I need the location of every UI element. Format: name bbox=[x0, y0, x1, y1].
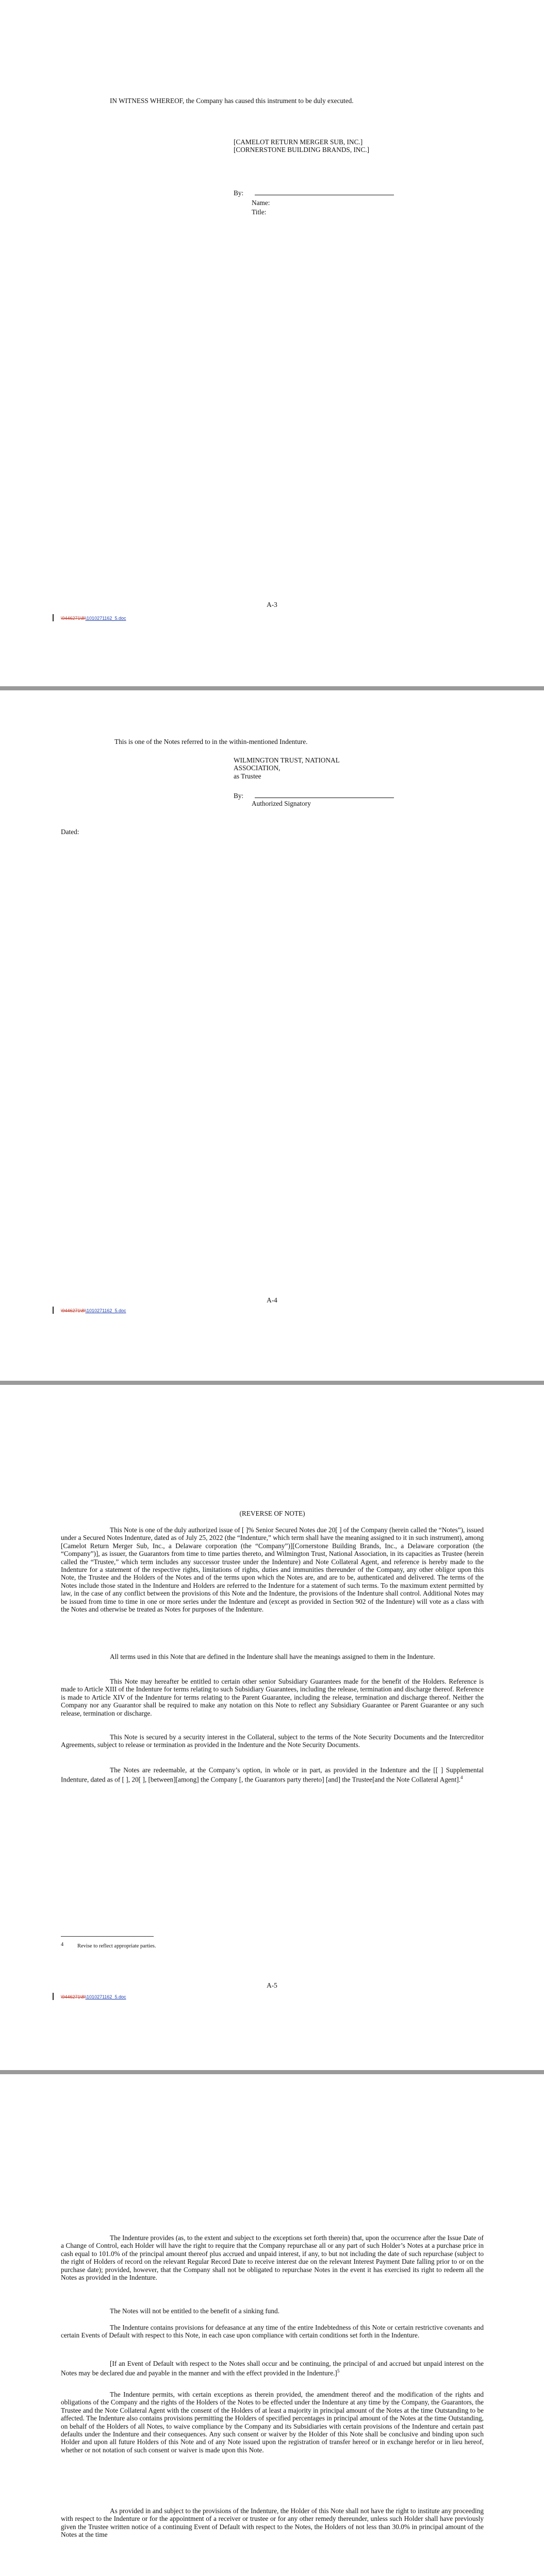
docid-inserted: \1010271162_5.doc bbox=[85, 616, 126, 621]
trustee-name: WILMINGTON TRUST, NATIONAL ASSOCIATION, bbox=[234, 756, 340, 772]
document-id bbox=[61, 1308, 126, 1313]
name-label: Name: bbox=[252, 199, 270, 207]
change-bar bbox=[53, 1307, 54, 1314]
page-a4 bbox=[0, 690, 544, 1381]
company-signature-name: [CAMELOT RETURN MERGER SUB, INC.][CORNERSTONE BUILDING BRANDS, INC.] bbox=[234, 138, 370, 154]
docid-deleted: \9446271\8\ bbox=[61, 616, 86, 621]
redemption-text: The Notes are redeemable, at the Company’s option, in whole or in part, as provided in the Indenture and the [[ ] Supplemental Indenture, dated as of [ ], 20[ ], [between][among] the Company [, the Guarantors party thereto] [and] the Trustee[and the Note Collateral Agent]. bbox=[61, 1766, 484, 1784]
signature-by-line bbox=[234, 189, 430, 197]
page-a3 bbox=[0, 0, 544, 686]
document-id bbox=[61, 616, 126, 621]
page-number: A-4 bbox=[267, 1296, 277, 1304]
page-number: A-5 bbox=[267, 1981, 277, 1989]
footnote-ref: 4 bbox=[460, 1775, 463, 1781]
paragraph-holder-proceedings: As provided in and subject to the provisions of the Indenture, the Holder of this Note shall not have the right to institute any proceeding with respect to the Indenture or for the appointment of a receiver or trustee or for any other remedy thereunder, unless such Holder shall have previously given the Trustee written notice of a continuing Event of Default with respect to the Notes, the Holders of not less than 30.0% in principal amount of the Notes at the time bbox=[61, 2507, 484, 2539]
signature-line bbox=[255, 791, 394, 798]
docid-deleted: \9446271\8\ bbox=[61, 1308, 86, 1313]
paragraph-security: This Note is secured by a security interest in the Collateral, subject to the terms of the Note Security Documents and the Intercreditor Agreements, subject to release or termination as provided in the Indenture and the Note Security Documents. bbox=[61, 1733, 484, 1749]
paragraph-redemption bbox=[61, 1766, 484, 1784]
paragraph-change-of-control: The Indenture provides (as, to the extent and subject to the exceptions set forth therein) that, upon the occurrence after the Issue Date of a Change of Control, each Holder will have the right to require that the Company repurchase all or any part of such Holder’s Notes at a purchase price in cash equal to 101.0% of the principal amount thereof plus accrued and unpaid interest, if any, to but not including the date of such repurchase (subject to the right of Holders of record on the relevant Regular Record Date to receive interest due on the relevant Interest Payment Date falling prior to or on the purchase date); provided, however, that the Company shall not be obligated to repurchase Notes in the event it has exercised its right to redeem all the Notes as provided in the Indenture. bbox=[61, 2234, 484, 2282]
footnote-ref: 5 bbox=[337, 2368, 340, 2374]
event-of-default-text: [If an Event of Default with respect to the Notes shall occur and be continuing, the principal of and accrued but unpaid interest on the Notes may be declared due and payable in the manner and with the effect provided in the Indenture.] bbox=[61, 2360, 484, 2377]
document-id bbox=[61, 1994, 126, 1999]
reverse-heading: (REVERSE OF NOTE) bbox=[239, 1510, 305, 1517]
docid-deleted: \9446271\8\ bbox=[61, 1994, 86, 1999]
trustee-role: as Trustee bbox=[234, 772, 261, 780]
page-a6 bbox=[0, 2074, 544, 2576]
witness-clause: IN WITNESS WHEREOF, the Company has caused this instrument to be duly executed. bbox=[110, 97, 354, 105]
trustee-by-line bbox=[234, 791, 430, 800]
dated-label: Dated: bbox=[61, 828, 79, 836]
paragraph-defined-terms: All terms used in this Note that are defined in the Indenture shall have the meanings assigned to them in the Indenture. bbox=[110, 1653, 435, 1660]
docid-inserted: \1010271162_5.doc bbox=[85, 1994, 126, 1999]
paragraph-amendments: The Indenture permits, with certain exceptions as therein provided, the amendment thereof and the modification of the rights and obligations of the Company and the rights of the Holders of the Notes to be effected under the Indenture at any time by the Company, the Guarantors, the Trustee and the Note Collateral Agent with the consent of the Holders of at least a majority in principal amount of the Notes at the time Outstanding to be affected. The Indenture also contains provisions permitting the Holders of specified percentages in principal amount of the Notes at the time Outstanding, on behalf of the Holders of all Notes, to waive compliance by the Company and its Subsidiaries with certain provisions of the Indenture and certain past defaults under the Indenture and their consequences. Any such consent or waiver by the Holder of this Note shall be conclusive and binding upon such Holder and upon all future Holders of this Note and of any Note issued upon the registration of transfer hereof or in exchange herefor or in lieu hereof, whether or not notation of such consent or waiver is made upon this Note. bbox=[61, 2391, 484, 2454]
docid-inserted: \1010271162_5.doc bbox=[85, 1308, 126, 1313]
footnote-number: 4 bbox=[61, 1942, 64, 1947]
authentication-intro: This is one of the Notes referred to in the within-mentioned Indenture. bbox=[114, 738, 308, 745]
footnote-rule bbox=[61, 1936, 154, 1937]
change-bar bbox=[53, 614, 54, 621]
authorized-signatory: Authorized Signatory bbox=[252, 800, 311, 807]
paragraph-sinking-fund: The Notes will not be entitled to the benefit of a sinking fund. bbox=[110, 2307, 280, 2315]
by-label: By: bbox=[234, 792, 244, 800]
signature-line bbox=[255, 189, 394, 195]
paragraph-event-of-default bbox=[61, 2360, 484, 2377]
paragraph-notes-issue: This Note is one of the duly authorized issue of [ ]% Senior Secured Notes due 20[ ] of the Company (herein called the “Notes”), issued under a Secured Notes Indenture, dated as of July 25, 2022 (the “Indenture,” which term shall have the meaning assigned to it in such instrument), among [Camelot Return Merger Sub, Inc., a Delaware corporation (the “Company”)][Cornerstone Building Brands, Inc., a Delaware corporation (the “Company”)], as issuer, the Guarantors from time to time parties thereto, and Wilmington Trust, National Association, in its capacities as Trustee (herein called the “Trustee,” which term includes any successor trustee under the Indenture) and Note Collateral Agent, and reference is hereby made to the Indenture for a statement of the respective rights, limitations of rights, duties and immunities thereunder of the Company, any other obligor upon this Note, the Trustee and the Holders of the Notes and of the terms upon which the Notes are, and are to be, authenticated and delivered. The terms of the Notes include those stated in the Indenture and Holders are referred to the Indenture for a statement of such terms. To the maximum extent permitted by law, in the case of any conflict between the provisions of this Note and the Indenture, the provisions of the Indenture shall control. Additional Notes may be issued from time to time in one or more series under the Indenture and (except as provided in Section 902 of the Indenture) will vote as a class with the Notes and otherwise be treated as Notes for purposes of the Indenture. bbox=[61, 1526, 484, 1614]
page-a5 bbox=[0, 1385, 544, 2070]
paragraph-defeasance: The Indenture contains provisions for defeasance at any time of the entire Indebtedness of this Note or certain restrictive covenants and certain Events of Default with respect to this Note, in each case upon compliance with certain conditions set forth in the Indenture. bbox=[61, 2324, 484, 2340]
by-label: By: bbox=[234, 189, 244, 197]
change-bar bbox=[53, 1993, 54, 2000]
title-label: Title: bbox=[252, 208, 267, 216]
page-number: A-3 bbox=[267, 601, 277, 608]
paragraph-guarantees: This Note may hereafter be entitled to certain other senior Subsidiary Guarantees made for the benefit of the Holders. Reference is made to Article XIII of the Indenture for terms relating to such Subsidiary Guarantees, including the release, termination and discharge thereof. Reference is made to Article XIV of the Indenture for terms relating to the Parent Guarantee, including the release, termination and discharge thereof. Neither the Company nor any Guarantor shall be required to make any notation on this Note to reflect any Subsidiary Guarantee or Parent Guarantee or any such release, termination or discharge. bbox=[61, 1677, 484, 1717]
footnote-text: Revise to reflect appropriate parties. bbox=[77, 1943, 156, 1949]
